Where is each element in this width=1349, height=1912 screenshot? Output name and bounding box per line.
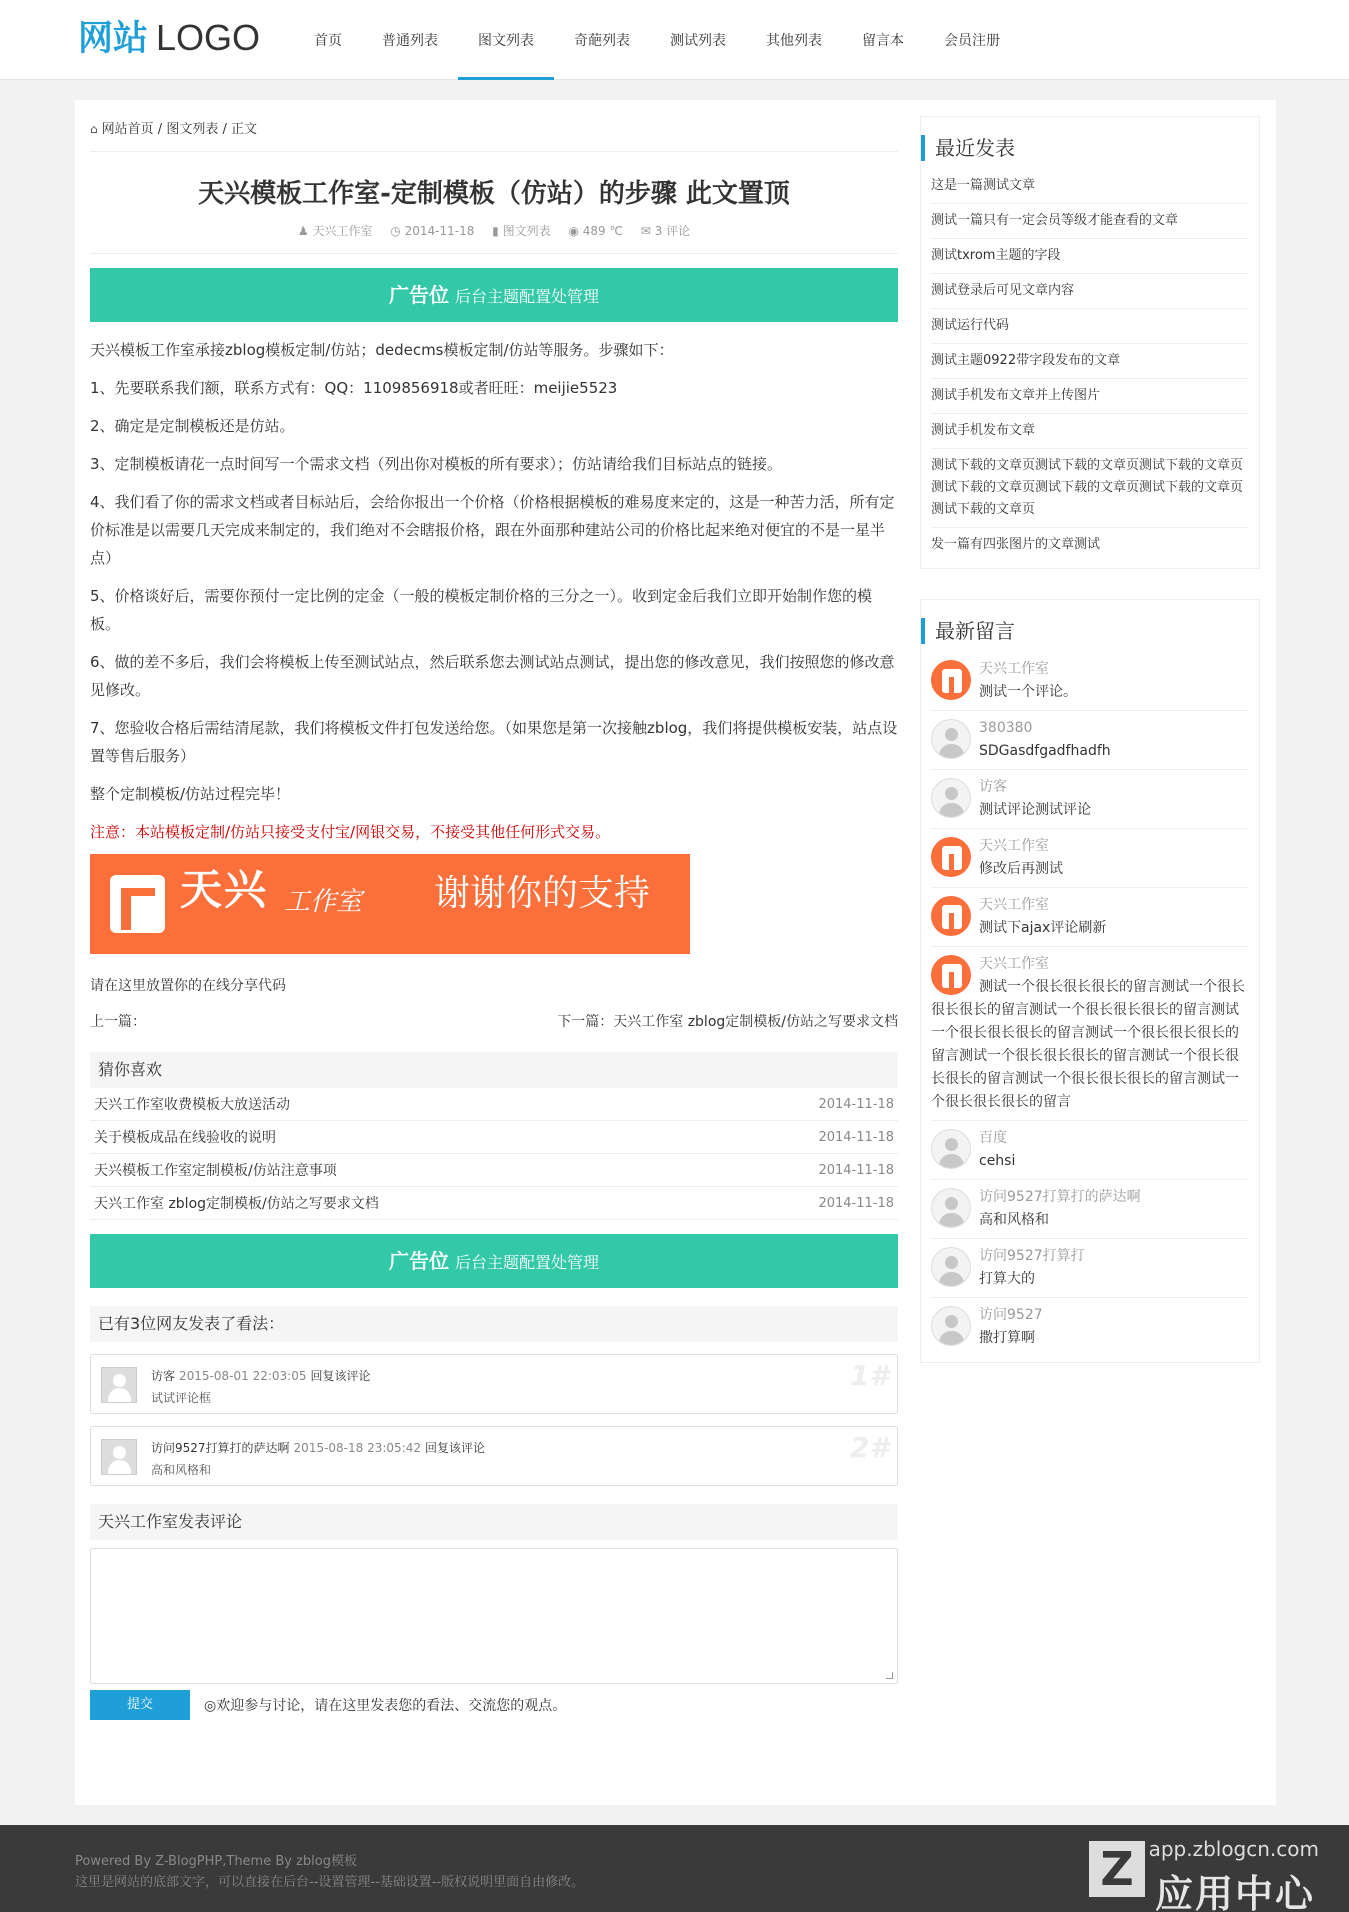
- avatar: [931, 955, 971, 995]
- recent-post-link[interactable]: 测试手机发布文章: [931, 423, 1036, 438]
- comment-submit-row: [90, 1690, 898, 1720]
- comment-excerpt[interactable]: 撒打算啊: [979, 1330, 1035, 1346]
- nav-item-home[interactable]: 首页: [314, 33, 342, 49]
- comment-text: 高和风格和: [151, 1463, 212, 1477]
- list-item[interactable]: [931, 711, 1249, 770]
- recent-post-link[interactable]: 测试一篇只有一定会员等级才能查看的文章: [931, 213, 1179, 228]
- breadcrumb-separator: /: [222, 122, 227, 137]
- commenter-name: 访问9527: [979, 1307, 1043, 1323]
- recent-post-link[interactable]: 测试登录后可见文章内容: [931, 283, 1075, 298]
- comment-time: 2015-08-18 23:05:42: [293, 1441, 421, 1455]
- nav-item-odd-list[interactable]: 奇葩列表: [574, 33, 630, 49]
- ad-text: 后台主题配置处管理: [454, 287, 599, 306]
- related-list: [90, 1088, 898, 1220]
- article-paragraph: 4、我们看了你的需求文档或者目标站后，会给你报出一个价格（价格根据模板的难易度来定的，这是一种苦力活，所有定价标准是以需要几天完成来制定的，我们绝对不会瞎报价格，跟在外面那种建站公司的价格比起来绝对便宜的不是一星半点）: [90, 493, 895, 567]
- comment-excerpt[interactable]: cehsi: [979, 1153, 1016, 1169]
- eye-icon: ◉: [568, 224, 579, 238]
- list-item[interactable]: [931, 947, 1249, 1121]
- article-paragraph: 2、确定是定制模板还是仿站。: [90, 417, 295, 435]
- article-body: [90, 336, 898, 954]
- banner-studio: 工作室: [284, 887, 363, 917]
- article-paragraph: 整个定制模板/仿站过程完毕！: [90, 785, 291, 803]
- recent-comments-box: [920, 599, 1260, 1363]
- footer-powered: Powered By Z-BlogPHP,Theme By zblog模板: [75, 1854, 357, 1869]
- recent-posts-box: [920, 116, 1260, 569]
- avatar: [931, 1188, 971, 1228]
- recent-post-link[interactable]: 这是一篇测试文章: [931, 178, 1036, 193]
- avatar: [931, 1247, 971, 1287]
- article-paragraph: 天兴模板工作室承接zblog模板定制/仿站；dedecms模板定制/仿站等服务。步骤如下：: [90, 341, 674, 359]
- site-footer: [0, 1825, 1349, 1912]
- avatar: [101, 1439, 137, 1475]
- related-date: 2014-11-18: [818, 1097, 894, 1112]
- list-item[interactable]: [90, 1121, 898, 1154]
- list-item[interactable]: [931, 1180, 1249, 1239]
- commenter-name: 百度: [979, 1130, 1007, 1146]
- avatar: [931, 896, 971, 936]
- ad-banner-bottom[interactable]: [90, 1234, 898, 1288]
- comment-excerpt[interactable]: SDGasdfgadfhadfh: [979, 743, 1111, 759]
- list-item[interactable]: [931, 652, 1249, 711]
- submit-button[interactable]: 提交: [90, 1690, 190, 1720]
- footer-copyright: 这里是网站的底部文字，可以直接在后台--设置管理--基础设置--版权说明里面自由修改。: [75, 1875, 585, 1890]
- recent-post-link[interactable]: 测试txrom主题的字段: [931, 248, 1061, 263]
- site-header: [0, 0, 1349, 80]
- related-title[interactable]: 天兴工作室收费模板大放送活动: [94, 1097, 290, 1113]
- meta-views: 489 ℃: [582, 224, 623, 238]
- meta-author: 天兴工作室: [312, 224, 373, 238]
- sidebar: [920, 116, 1260, 1363]
- avatar: [931, 1306, 971, 1346]
- comment-excerpt[interactable]: 测试一个评论。: [979, 684, 1077, 700]
- reply-link[interactable]: 回复该评论: [310, 1369, 371, 1383]
- breadcrumb-separator: /: [157, 122, 163, 137]
- brand-logo-icon: [110, 875, 165, 933]
- comment-excerpt[interactable]: 测试评论测试评论: [979, 802, 1091, 818]
- nav-item-test-list[interactable]: 测试列表: [670, 33, 726, 49]
- watermark-name: 应用中心: [1155, 1872, 1316, 1912]
- article-notice: 注意：本站模板定制/仿站只接受支付宝/网银交易，不接受其他任何形式交易。: [90, 823, 611, 841]
- list-item[interactable]: [931, 1121, 1249, 1180]
- article-meta: [90, 222, 898, 254]
- ad-bold: 广告位: [388, 283, 449, 307]
- comment-item: [90, 1426, 898, 1486]
- commenter-name: 访问9527打算打的萨达啊: [979, 1189, 1141, 1205]
- comment-author: 访问9527打算打的萨达啊: [151, 1441, 290, 1455]
- recent-posts-title: 最近发表: [921, 135, 1249, 161]
- list-item[interactable]: [931, 1239, 1249, 1298]
- banner-message: 谢谢你的支持: [434, 873, 651, 914]
- recent-post-link[interactable]: 测试主题0922带字段发布的文章: [931, 353, 1121, 368]
- floor-number: 1#: [850, 1359, 889, 1392]
- avatar: [931, 719, 971, 759]
- zblog-logo-icon: Z: [1089, 1841, 1145, 1897]
- comment-text: 试试评论框: [151, 1391, 212, 1405]
- logo-text: LOGO: [156, 17, 261, 58]
- list-item[interactable]: [931, 829, 1249, 888]
- list-item[interactable]: [90, 1088, 898, 1121]
- comment-excerpt[interactable]: 高和风格和: [979, 1212, 1049, 1228]
- prev-next-nav: [90, 1010, 898, 1034]
- comment-textarea[interactable]: [90, 1548, 898, 1684]
- recent-post-link[interactable]: 测试下载的文章页测试下载的文章页测试下载的文章页测试下载的文章页测试下载的文章页测试下载的文章页测试下载的文章页: [931, 458, 1244, 517]
- commenter-name: 天兴工作室: [979, 838, 1049, 854]
- comment-icon: ✉: [640, 224, 651, 238]
- article-paragraph: 5、价格谈好后，需要你预付一定比例的定金（一般的模板定制价格的三分之一）。收到定金后我们立即开始制作您的模板。: [90, 587, 873, 633]
- article-paragraph: 6、做的差不多后，我们会将模板上传至测试站点，然后联系您去测试站点测试，提出您的修改意见，我们按照您的修改意见修改。: [90, 653, 895, 699]
- recent-post-link[interactable]: 发一篇有四张图片的文章测试: [931, 537, 1101, 552]
- share-placeholder: 请在这里放置你的在线分享代码: [90, 978, 286, 994]
- comment-excerpt[interactable]: 测试一个很长很长很长的留言测试一个很长很长很长的留言测试一个很长很长很长的留言测试一个很长很长很长的留言测试一个很长很长很长的留言测试一个很长很长很长的留言测试一个很长很长很长的留言测试一个很长很长很长的留言测试一个很长很长很长的留言: [931, 979, 1245, 1110]
- comment-author: 访客: [151, 1369, 176, 1383]
- nav-item-image-list[interactable]: 图文列表: [458, 0, 554, 80]
- thanks-banner-image: [90, 854, 690, 954]
- list-item[interactable]: [931, 770, 1249, 829]
- comment-excerpt[interactable]: 测试下ajax评论刷新: [979, 920, 1107, 936]
- meta-date: 2014-11-18: [404, 224, 475, 238]
- commenter-name: 天兴工作室: [979, 661, 1049, 677]
- avatar: [101, 1367, 137, 1403]
- main-container: [75, 100, 1276, 1805]
- prev-link[interactable]: 上一篇：: [90, 1014, 146, 1030]
- ad-banner-top[interactable]: [90, 268, 898, 322]
- breadcrumb: [90, 100, 898, 152]
- meta-comments[interactable]: 3 评论: [654, 224, 691, 238]
- commenter-name: 访问9527打算打: [979, 1248, 1085, 1264]
- watermark: [1089, 1831, 1329, 1912]
- breadcrumb-category[interactable]: 图文列表: [166, 122, 219, 137]
- article-paragraph: 1、先要联系我们额，联系方式有：QQ：1109856918或者旺旺：meijie5523: [90, 379, 618, 397]
- related-date: 2014-11-18: [818, 1163, 894, 1178]
- nav-item-guestbook[interactable]: 留言本: [862, 33, 904, 49]
- ad-bold: 广告位: [388, 1249, 449, 1273]
- related-title[interactable]: 天兴模板工作室定制模板/仿站注意事项: [94, 1163, 337, 1179]
- comment-form-heading: 天兴工作室发表评论: [90, 1504, 898, 1540]
- clock-icon: ◷: [390, 224, 401, 238]
- comment-item: [90, 1354, 898, 1414]
- site-logo[interactable]: [78, 16, 260, 60]
- recent-post-link[interactable]: 测试运行代码: [931, 318, 1010, 333]
- folder-icon: ▮: [492, 224, 499, 238]
- recent-comments-title: 最新留言: [921, 618, 1249, 644]
- ad-text: 后台主题配置处管理: [454, 1253, 599, 1272]
- avatar: [931, 1129, 971, 1169]
- article-column: [90, 100, 898, 1720]
- recent-post-link[interactable]: 测试手机发布文章并上传图片: [931, 388, 1101, 403]
- list-item[interactable]: [931, 1298, 1249, 1356]
- related-date: 2014-11-18: [818, 1196, 894, 1211]
- watermark-site: app.zblogcn.com: [1148, 1837, 1319, 1861]
- related-date: 2014-11-18: [818, 1130, 894, 1145]
- user-icon: ♟: [297, 224, 309, 238]
- meta-category[interactable]: 图文列表: [502, 224, 551, 238]
- list-item[interactable]: [90, 1154, 898, 1187]
- article-paragraph: 7、您验收合格后需结清尾款，我们将模板文件打包发送给您。（如果您是第一次接触zblog，我们将提供模板安装，站点设置等售后服务）: [90, 719, 898, 765]
- logo-bold: 网站: [78, 19, 149, 59]
- reply-link[interactable]: 回复该评论: [425, 1441, 486, 1455]
- recent-comments-list: [931, 652, 1249, 1356]
- related-title[interactable]: 天兴工作室 zblog定制模板/仿站之写要求文档: [94, 1196, 379, 1212]
- floor-number: 2#: [850, 1431, 889, 1464]
- list-item[interactable]: [931, 888, 1249, 947]
- commenter-name: 天兴工作室: [979, 956, 1049, 972]
- comments-heading: 已有3位网友发表了看法：: [90, 1306, 898, 1342]
- comment-excerpt[interactable]: 打算大的: [979, 1271, 1035, 1287]
- commenter-name: 380380: [979, 720, 1033, 736]
- comment-excerpt[interactable]: 修改后再测试: [979, 861, 1063, 877]
- comment-time: 2015-08-01 22:03:05: [179, 1369, 307, 1383]
- comment-tip: ◎欢迎参与讨论，请在这里发表您的看法、交流您的观点。: [204, 1698, 567, 1714]
- avatar: [931, 837, 971, 877]
- commenter-name: 访客: [979, 779, 1007, 795]
- article-paragraph: 3、定制模板请花一点时间写一个需求文档（列出你对模板的所有要求）；仿站请给我们目标站点的链接。: [90, 455, 783, 473]
- next-link[interactable]: 下一篇：天兴工作室 zblog定制模板/仿站之写要求文档: [557, 1014, 898, 1030]
- home-icon: ⌂: [90, 122, 98, 136]
- nav-item-register[interactable]: 会员注册: [944, 33, 1000, 49]
- avatar: [931, 660, 971, 700]
- recent-posts-list: [931, 169, 1249, 562]
- related-title[interactable]: 关于模板成品在线验收的说明: [94, 1130, 276, 1146]
- breadcrumb-current: 正文: [231, 122, 258, 137]
- commenter-name: 天兴工作室: [979, 897, 1049, 913]
- main-nav: [294, 0, 1020, 80]
- related-heading: 猜你喜欢: [90, 1052, 898, 1088]
- avatar: [931, 778, 971, 818]
- banner-brand-name: 天兴: [180, 865, 269, 914]
- list-item[interactable]: [90, 1187, 898, 1220]
- article-title: 天兴模板工作室-定制模板（仿站）的步骤 此文置顶: [198, 179, 790, 209]
- breadcrumb-home[interactable]: 网站首页: [101, 122, 154, 137]
- nav-item-normal-list[interactable]: 普通列表: [382, 33, 438, 49]
- nav-item-other-list[interactable]: 其他列表: [766, 33, 822, 49]
